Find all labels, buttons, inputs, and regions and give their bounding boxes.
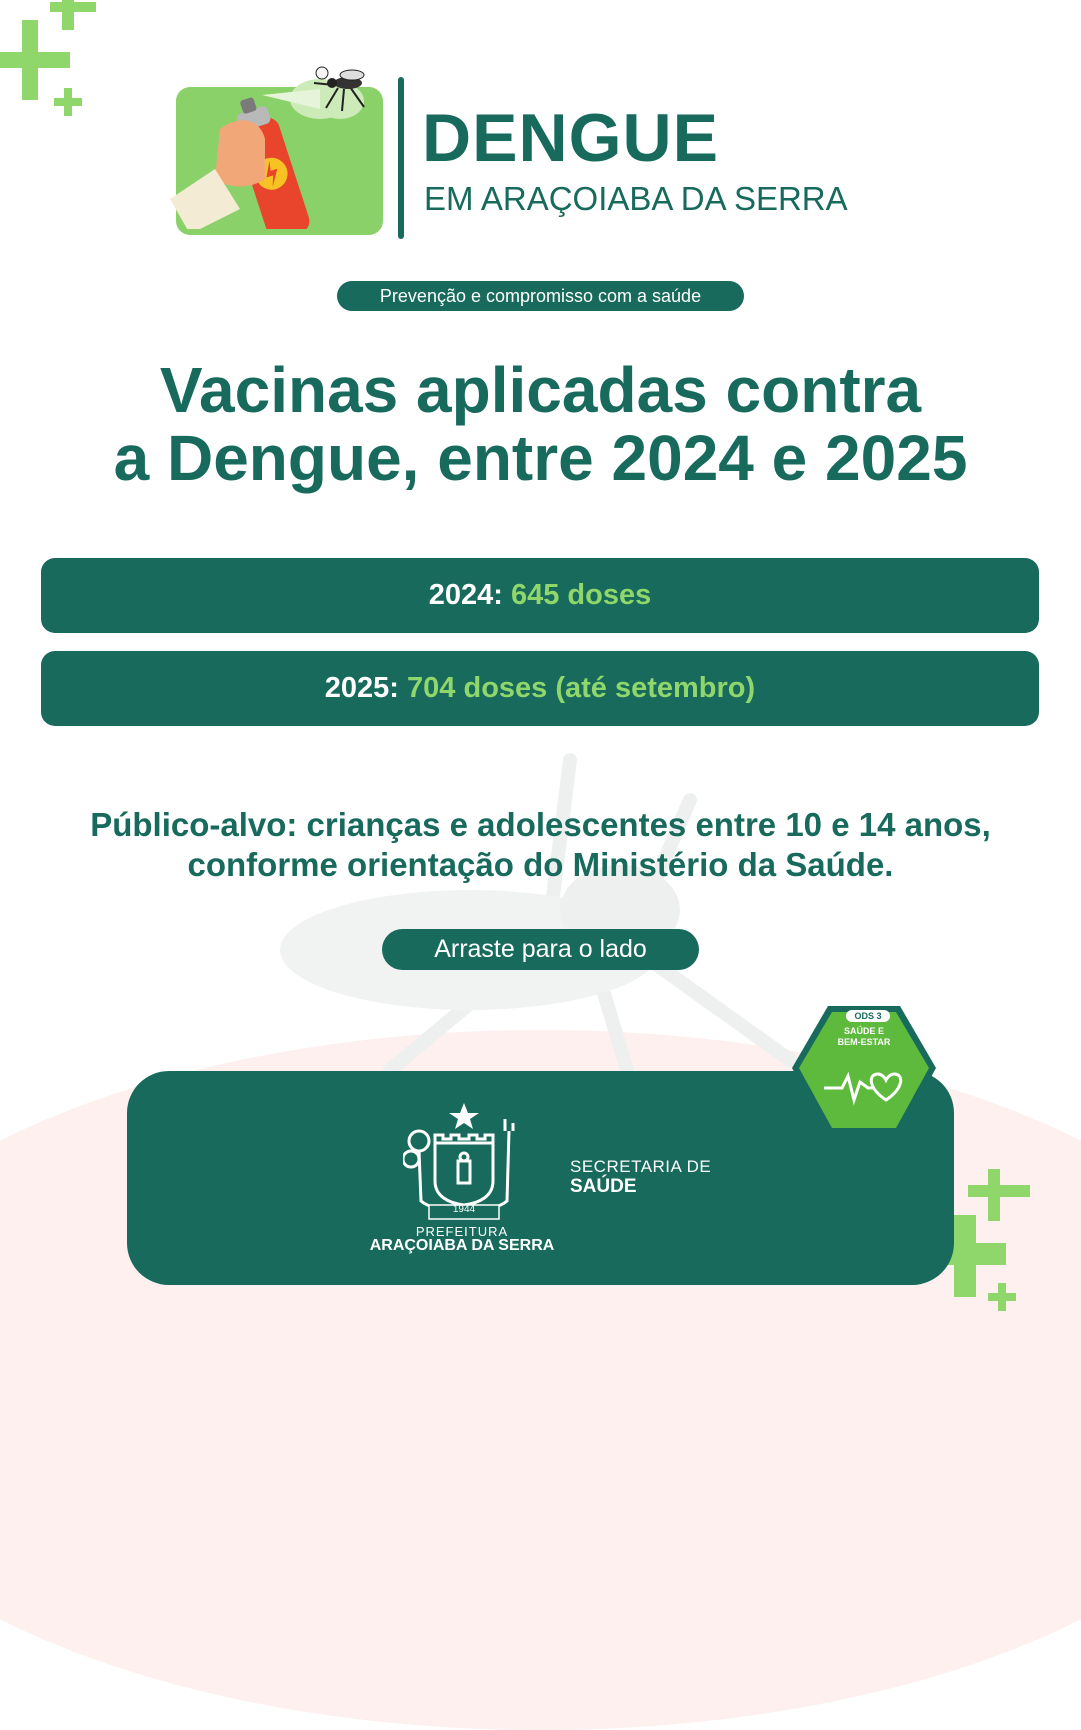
headline-line-1: Vacinas aplicadas contra (159, 354, 922, 426)
tagline-pill: Prevenção e compromisso com a saúde (337, 281, 744, 311)
spray-illustration (176, 87, 383, 235)
stat-bar-2025 (41, 651, 1039, 726)
ods-code: ODS 3 (854, 1011, 882, 1021)
headline-line-2: a Dengue, entre 2024 e 2025 (113, 422, 968, 494)
prefeitura-label: PREFEITURA (415, 1224, 509, 1239)
plus-icon-cluster-top (0, 0, 100, 118)
ods-label-line-2: BEM-ESTAR (837, 1037, 891, 1047)
stat-value: 645 doses (510, 579, 652, 611)
crest-year: 1944 (452, 1204, 476, 1215)
stat-bar-2024 (41, 558, 1039, 633)
city-crest-logo (403, 1101, 525, 1221)
header-divider (398, 77, 404, 239)
secretaria-name: SAÚDE (570, 1176, 637, 1197)
prefeitura-name: ARAÇOIABA DA SERRA (369, 1237, 555, 1254)
header-title: DENGUE (422, 100, 719, 176)
ods-badge (790, 1000, 938, 1140)
target-audience (0, 805, 1081, 885)
stat-label: 2025: (324, 672, 399, 704)
header-subtitle: EM ARAÇOIABA DA SERRA (424, 180, 848, 217)
audience-line-2: conforme orientação do Ministério da Saúde. (187, 846, 894, 883)
background-mosquito-icon (270, 740, 830, 1080)
stat-label: 2024: (428, 579, 503, 611)
secretaria-label: SECRETARIA DE (570, 1157, 712, 1176)
ods-label-line-1: SAÚDE E (843, 1026, 884, 1036)
headline (0, 356, 1081, 492)
mosquito-icon (308, 63, 378, 113)
ods-label (810, 1026, 918, 1048)
stat-value: 704 doses (até setembro) (407, 672, 756, 704)
audience-line-1: Público-alvo: crianças e adolescentes entre 10 e 14 anos, (90, 806, 991, 843)
swipe-hint-pill: Arraste para o lado (382, 929, 699, 970)
